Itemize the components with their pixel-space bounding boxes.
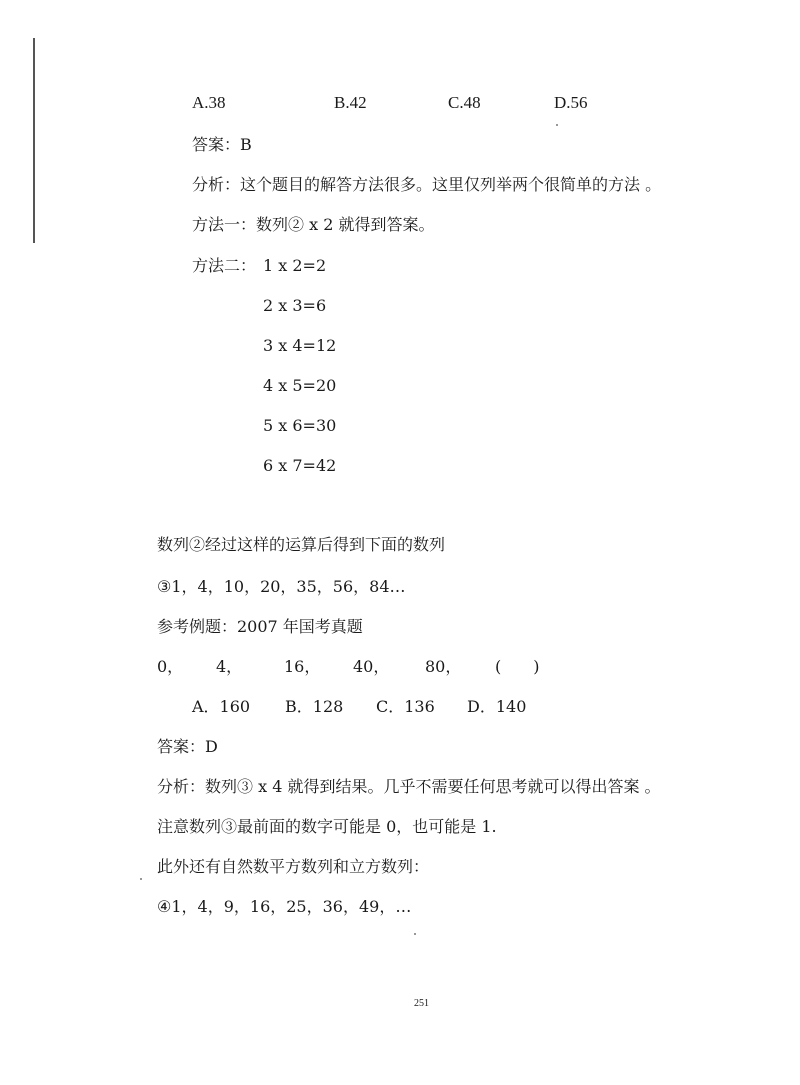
option-d-2: D．140: [467, 697, 527, 716]
note: 注意数列③最前面的数字可能是 0，也可能是 1.: [157, 817, 497, 836]
method-two-row: 5 x 6=30: [263, 416, 337, 435]
example-term: 4，: [216, 657, 243, 676]
method-two-row: 2 x 3=6: [263, 296, 327, 315]
answer-1: 答案：B: [192, 135, 252, 154]
method-two-row: 1 x 2=2: [263, 256, 327, 275]
option-b: B.42: [334, 93, 367, 112]
method-two-row: 6 x 7=42: [263, 456, 337, 475]
option-c: C.48: [448, 93, 481, 112]
extra-sequences: 此外还有自然数平方数列和立方数列：: [157, 857, 430, 876]
method-two-label: 方法二：: [192, 256, 257, 275]
example-term: 16，: [284, 657, 321, 676]
scan-speck: [140, 878, 142, 880]
example-term: 0，: [157, 657, 184, 676]
answer-2: 答案：D: [157, 737, 218, 756]
scan-speck: [414, 933, 416, 935]
method-one: 方法一：数列② x 2 就得到答案。: [192, 215, 435, 234]
method-two-row: 3 x 4=12: [263, 336, 337, 355]
option-c-2: C．136: [376, 697, 435, 716]
option-b-2: B．128: [285, 697, 344, 716]
scan-margin-rule: [33, 38, 35, 243]
example-term: ( ): [495, 657, 540, 676]
analysis-1: 分析：这个题目的解答方法很多。这里仅列举两个很简单的方法 。: [192, 175, 662, 194]
sequence-four: ④1，4，9，16，25，36，49，…: [157, 897, 412, 916]
analysis-2: 分析：数列③ x 4 就得到结果。几乎不需要任何思考就可以得出答案 。: [157, 777, 661, 796]
sequence-intro: 数列②经过这样的运算后得到下面的数列: [157, 535, 446, 554]
method-two-row: 4 x 5=20: [263, 376, 337, 395]
sequence-three: ③1，4，10，20，35，56，84…: [157, 577, 406, 596]
option-a-2: A．160: [192, 697, 251, 716]
example-title: 参考例题：2007 年国考真题: [157, 617, 363, 636]
option-d: D.56: [554, 93, 588, 112]
option-a: A.38: [192, 93, 226, 112]
example-term: 40，: [353, 657, 390, 676]
scan-speck: [556, 124, 558, 126]
example-term: 80，: [425, 657, 462, 676]
page-number: 251: [414, 998, 429, 1009]
